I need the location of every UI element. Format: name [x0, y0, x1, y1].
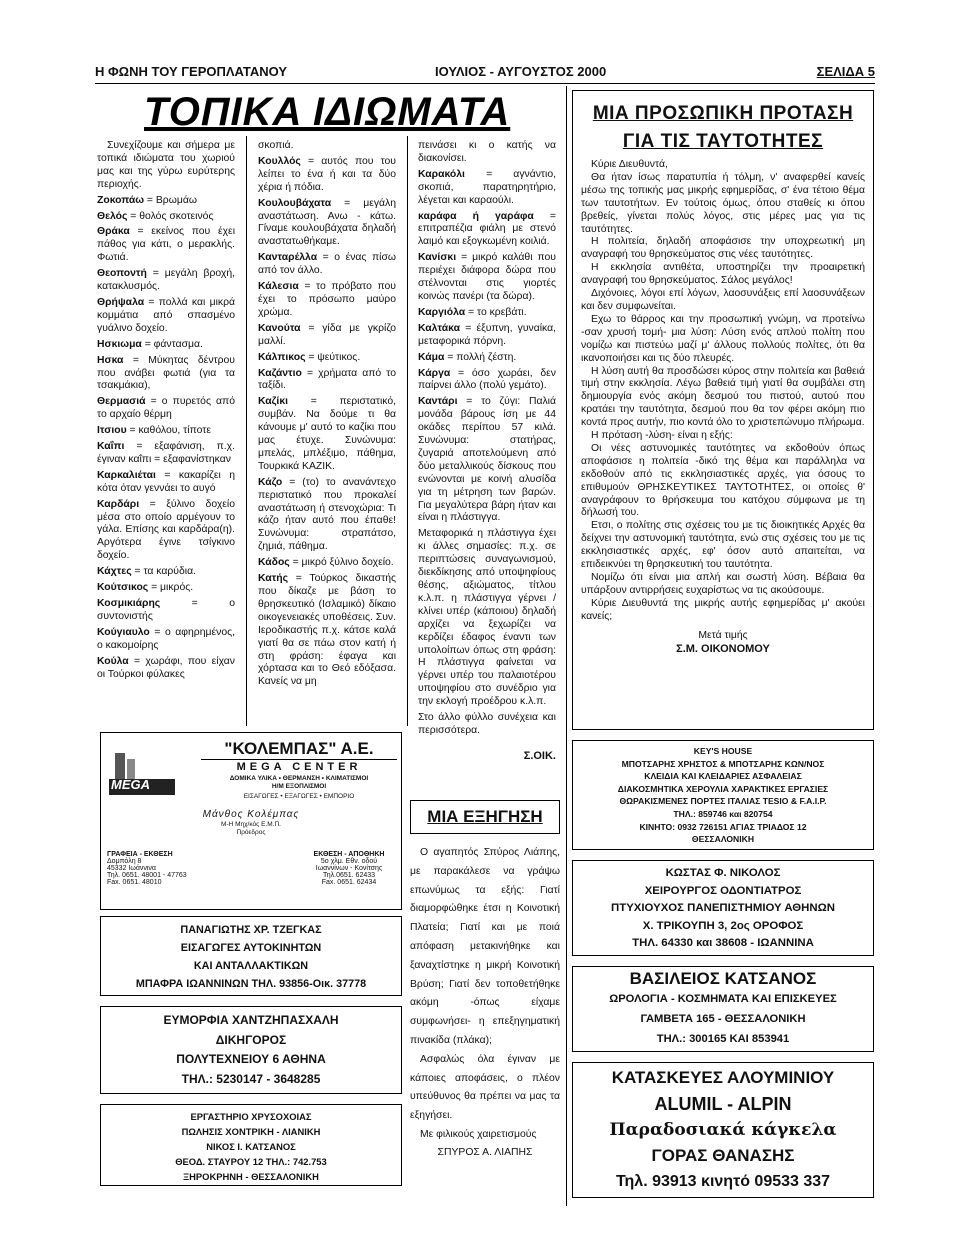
idiom-headword: Κανταρέλλα — [258, 252, 318, 264]
idiom-headword: Ζοκοπάω — [97, 194, 145, 206]
jewelry-line: ΝΙΚΟΣ Ι. ΚΑΤΣΑΝΟΣ — [206, 1141, 296, 1152]
idiom-entry: Κάδος = μικρό ξύλινο δοχείο. — [258, 557, 394, 569]
dentist-line: ΤΗΛ. 64330 και 38608 - ΙΩΑΝΝΙΝΑ — [632, 937, 814, 949]
idiom-entry: Κατής = Τούρκος δικαστής που δίκαζε με βάση το θρησκευτικό (Ισλαμικό) δίκαιο οικογενειακές υποθέσεις. Συν. Ιεροδικαστής π.χ. κάτσε καλά γιατί θα σε πάω στον κατή ή στη φράση: έφαγα και χόρτασα και το Θεό εδόξασα. Κανείς να μη — [258, 573, 396, 688]
idiom-entry: Θράκα = εκείνος που έχει πάθος για κάτι, ο μερακλής. Φωτιά. — [97, 226, 235, 264]
idiom-entry: Κουλουβάχατα = μεγάλη αναστάτωση. Ανω - κάτω. Γίναμε κουλουβάχατα δηλαδή αναστατωθήκαμε. — [258, 197, 396, 248]
idiom-entry: Μεταφορικά η πλάστιγγα έχει κι άλλες σημασίες: π.χ. σε περιπτώσεις συναγωνισμού, διεκδίκησης από υποψηφίους θέσης, αξιώματος, τίτλου κ.λ.π. η πλάστιγγα γέρνει / κλίνει υπέρ (κάποιου) δηλαδή αρχίζει να ξεχωρίζει να κερδίζει έδαφος έναντι των υπολοίπων όπως στη φράση: Η πλάστιγγα φαίνεται να γέρνει υπέρ του παλαιοτέρου υποψηφίου στο συνέδριο για την εκλογή προέδρου κ.λ.π. — [418, 528, 556, 708]
idiom-headword: Καλτάκα — [418, 322, 461, 334]
idiom-headword: Καντάρι — [418, 396, 458, 408]
idiom-headword: Ησκιωμα — [97, 338, 142, 350]
column-divider — [407, 136, 408, 726]
aluminium-line: ΚΑΤΑΣΚΕΥΕΣ ΑΛΟΥΜΙΝΙΟΥ — [611, 1068, 835, 1087]
explanation-title: ΜΙΑ ΕΞΗΓΗΣΗ — [410, 800, 560, 834]
aluminium-line: Παραδοσιακά κάγκελα — [609, 1120, 837, 1140]
keys-line: KEY'S HOUSE — [693, 746, 753, 756]
mega-store-line: Ιωαννίνων - Κονίτσης — [315, 865, 383, 872]
mega-person: Μάνθος Κολέμπας — [202, 809, 300, 820]
idioms-title: ΤΟΠΙΚΑ ΙΔΙΩΜΑΤΑ — [144, 90, 511, 134]
dentist-line: ΠΤΥΧΙΟΥΧΟΣ ΠΑΝΕΠΙΣΤΗΜΙΟΥ ΑΘΗΝΩΝ — [611, 902, 835, 914]
proposal-paragraph: Η λύση αυτή θα προσδώσει κύρος στην πολιτεία και βαθειά τιμή στην εκκλησία. Λέγω βαθειά τιμή γιατί θα συμβάλει στη δημιουργία ενός ακόμη δεσμού του πιστού, αυτού που κρατάει την ταυτότητα, δεσμού που θα τον φέρει ακόμη πιο κοντά προς αυτήν, πιο κοντά όλο το χριστεπώνυμο πλήρωμα. — [581, 365, 865, 429]
proposal-paragraph: Εχω το θάρρος και την προσωπική γνώμη, να προτείνω -σαν χρυσή τομή- μια λύση: Λύση ενός απλού πολίτη που νομίζω και πιστεύω μαζί μ' άλλους πολλούς πολίτες, ότι θα ικανοποιήσει και τις δύο πλευρές. — [581, 313, 865, 364]
mega-office-line: 45332 Ιωάννινα — [107, 865, 156, 872]
idiom-headword: Θερμασιά — [97, 396, 146, 408]
idiom-headword: Κουλουβάχατα — [258, 197, 332, 209]
idiom-headword: Κάργα — [418, 367, 451, 379]
idiom-entry: Κουλλός = αυτός που του λείπει το ένα ή και τα δύο χέρια ή πόδια. — [258, 155, 396, 193]
mega-person-title-1: Μ-Η Μηχ/κός Ε.Μ.Π. — [221, 821, 281, 828]
page-header — [95, 62, 875, 84]
dentist-line: ΚΩΣΤΑΣ Φ. ΝΙΚΟΛΟΣ — [665, 867, 781, 879]
idiom-entry: Κάζο = (το) το ανανάντεχο περιστατικό που προκαλεί αναστάτωση ή στενοχώρια: Τι κάζο ήταν αυτό που έπαθε! Συνώνυμα: στραπάτσο, ζημιά, πάθημα. — [258, 476, 396, 553]
idiom-entry: Καΐπι = εξαφάνιση, π.χ. έγιναν καΐπι = εξαφανίστηκαν — [97, 441, 235, 465]
keys-line: ΘΩΡΑΚΙΣΜΕΝΕΣ ΠΟΡΤΕΣ ΙΤΑΛΙΑΣ TESIO & F.A.I.P. — [619, 796, 827, 807]
idiom-headword: Κοσμικιάρης — [97, 598, 161, 609]
jewelry-line: ΞΗΡΟΚΡΗΝΗ - ΘΕΣΣΑΛΟΝΙΚΗ — [183, 1171, 319, 1182]
idiom-headword: Καζίκι — [258, 396, 289, 408]
mega-line-3: ΕΙΣΑΓΩΓΕΣ • ΕΞΑΓΩΓΕΣ • ΕΜΠΟΡΙΟ — [243, 793, 355, 800]
keys-line: ΘΕΣΣΑΛΟΝΙΚΗ — [691, 834, 755, 845]
idiom-entry: Καργιόλα = το κρεβάτι. — [418, 306, 527, 318]
tzegkas-line: ΚΑΙ ΑΝΤΑΛΛΑΚΤΙΚΩΝ — [193, 960, 309, 972]
idiom-headword: Θρήψαλα — [97, 296, 145, 308]
idiom-entry: Καρακόλι = αγνάντιο, σκοπιά, παρατηρητήριο, λέγεται και καραούλι. — [418, 168, 556, 206]
proposal-title: ΜΙΑ ΠΡΟΣΩΠΙΚΗ ΠΡΟΤΑΣΗ — [592, 103, 854, 124]
mega-store — [301, 851, 397, 886]
idiom-headword: Καρκαλιέται — [97, 469, 156, 481]
idiom-headword: Κουλλός — [258, 155, 301, 167]
aluminium-line: Τηλ. 93913 κινητό 09533 337 — [615, 1173, 831, 1190]
idiom-headword: Καΐπι — [97, 441, 125, 453]
explanation-article — [410, 800, 560, 1200]
mega-company-name: "ΚΟΛΕΜΠΑΣ" Α.Ε. — [201, 739, 397, 760]
mega-subtitle: MEGA CENTER — [236, 761, 362, 773]
idiom-entry: Καντάρι = το ζύγι: Παλιά μονάδα βάρους ίση με 44 οκάδες περίπου 57 κιλά. Συνώνυμα: στατήρας, ζυγαριά αποτελούμενη από δύο μεταλλικούς δίσκους που ενώνονται με κοινή αλυσίδα για τη μέτρηση των βαρών. Για μεγαλύτερα βάρη ήταν και είναι η πλάστιγγα. — [418, 396, 556, 524]
jewelry-line: ΕΡΓΑΣΤΗΡΙΟ ΧΡΥΣΟΧΟΙΑΣ — [190, 1111, 312, 1122]
lawyer-line: ΤΗΛ.: 5230147 - 3648285 — [181, 1071, 321, 1086]
idiom-headword: Καργιόλα — [418, 306, 466, 318]
proposal-paragraph: Θα ήταν ίσως παρατυπία ή τόλμη, ν' αναφερθεί κανείς μέσω της τοπικής μας μικρής εφημερίδας, σ' ένα τέτοιο θέμα των ταυτοτήτων. Εν τούτοις όμως, όπου σταθείς κι όπου βρεθείς, γίνεται πολύς λόγος, στις μέρες μας για τις ταυτότητες. — [581, 171, 865, 235]
idioms-column-3 — [418, 140, 556, 741]
idiom-entry: Κανίσκι = μικρό καλάθι που περιέχει διάφορα δώρα που στέλνονται στις γιορτές κοινώς πανέρι (τα δώρα). — [418, 252, 556, 302]
idiom-entry: Ησκιωμα = φάντασμα. — [97, 338, 203, 350]
keys-line: ΤΗΛ.: 859746 και 820754 — [673, 808, 773, 819]
mega-line-2: Η/Μ ΕΞΟΠΛΙΣΜΟΙ — [271, 783, 327, 790]
idiom-entry: Κούγιαυλο = ο αφηρημένος, ο κακομοίρης — [97, 626, 235, 651]
dentist-line: Χ. ΤΡΙΚΟΥΠΗ 3, 2ος ΟΡΟΦΟΣ — [642, 919, 804, 932]
idiom-entry: Κάργα = όσο χωράει, δεν παίρνει άλλο (πολύ γεμάτο). — [418, 367, 556, 392]
proposal-paragraph: Διχόνοιες, λόγοι επί λόγων, λαοσυνάξεις επί λαοσυνάξεων και δεν συμφωνείται. — [581, 288, 865, 312]
proposal-closing: Μετά τιμής — [698, 629, 748, 641]
proposal-article — [572, 90, 874, 730]
column-divider — [246, 136, 247, 726]
idiom-entry: Κάμα = πολλή ζέστη. — [418, 351, 517, 363]
lawyer-line: ΕΥΜΟΡΦΙΑ ΧΑΝΤΖΗΠΑΣΧΑΛΗ — [163, 1013, 339, 1027]
mega-store-title: ΕΚΘΕΣΗ - ΑΠΟΘΗΚΗ — [313, 851, 385, 858]
tzegkas-line: ΜΠΑΦΡΑ ΙΩΑΝΝΙΝΩΝ ΤΗΛ. 93856-Οικ. 37778 — [135, 978, 367, 990]
proposal-paragraph: Η πρόταση -λύση- είναι η εξής: — [591, 430, 733, 442]
idiom-headword: καράφα ή γαράφα — [418, 210, 534, 222]
tzegkas-line: ΕΙΣΑΓΩΓΕΣ ΑΥΤΟΚΙΝΗΤΩΝ — [180, 942, 322, 954]
watches-line: ΤΗΛ.: 300165 ΚΑΙ 853941 — [656, 1033, 790, 1045]
idioms-column-2 — [258, 140, 396, 692]
idiom-headword: Κούγιαυλο — [97, 626, 150, 638]
idiom-entry: πεινάσει κι ο κατής να διακονίσει. — [418, 140, 556, 164]
mega-office-title: ΓΡΑΦΕΙΑ - ΕΚΘΕΣΗ — [107, 851, 173, 858]
idiom-headword: Καρδάρι — [97, 498, 140, 510]
idiom-entry: Κοσμικιάρης = ο συντονιστής — [97, 598, 235, 622]
mega-office-line: Δομπόλη 8 — [107, 858, 142, 865]
idiom-entry: Ζοκοπάω = Βρωμάω — [97, 194, 197, 206]
idiom-entry: Κανούτα = γίδα με γκρίζο μαλλί. — [258, 322, 396, 347]
idiom-entry: Καζάντιο = χρήματα από το ταξίδι. — [258, 367, 396, 392]
idiom-headword: Ιτσιου — [97, 425, 127, 437]
idiom-entry: Κάλεσια = το πρόβατο που έχει το πρόσωπο μαύρο χρώμα. — [258, 281, 396, 318]
mega-person-title-2: Πρόεδρος — [236, 829, 266, 836]
mega-office-line: Fax. 0651. 48010 — [107, 879, 162, 886]
watches-ad — [572, 966, 874, 1052]
proposal-paragraph: Κύριε Διευθυντά, — [591, 159, 668, 170]
idiom-headword: Κάχτες — [97, 566, 132, 578]
watches-line: ΒΑΣΙΛΕΙΟΣ ΚΑΤΣΑΝΟΣ — [629, 969, 817, 988]
explanation-paragraph: Με φιλικούς χαιρετισμούς — [420, 1128, 537, 1140]
jewelry-line: ΘΕΟΔ. ΣΤΑΥΡΟΥ 12 ΤΗΛ.: 742.753 — [175, 1156, 327, 1167]
proposal-paragraph: Νομίζω ότι είναι μια απλή και σωστή λύση. Βέβαια θα υπάρξουν αντιρρήσεις ευχαρίστως να τις ακούσουμε. — [581, 572, 865, 596]
mega-center-ad — [100, 732, 402, 910]
idiom-headword: Κάμα — [418, 351, 445, 363]
idiom-headword: Κατής — [258, 573, 289, 585]
proposal-signature: Σ.Μ. ΟΙΚΟΝΟΜΟΥ — [676, 642, 770, 655]
page-number: ΣΕΛΙΔΑ 5 — [816, 64, 875, 79]
mega-store-line: Τηλ.0651. 62433 — [322, 872, 376, 879]
idiom-headword: Θελός — [97, 210, 128, 222]
idiom-entry: Ιτσιου = καθόλου, τίποτε — [97, 425, 211, 437]
proposal-subtitle: ΓΙΑ ΤΙΣ ΤΑΥΤΟΤΗΤΕΣ — [622, 131, 824, 152]
mega-store-line: 5ο χλμ. Εθν. οδού — [320, 858, 378, 865]
proposal-body — [581, 159, 865, 624]
idiom-entry: Καρκαλιέται = κακαρίζει η κότα όταν γεννάει το αυγό — [97, 469, 235, 494]
keys-line: ΔΙΑΚΟΣΜΗΤΙΚΑ ΧΕΡΟΥΛΙΑ ΧΑΡΑΚΤΙΚΕΣ ΕΡΓΑΣΙΕΣ — [617, 783, 829, 794]
idiom-headword: Κανούτα — [258, 322, 301, 334]
aluminium-line: ALUMIL - ALPIN — [654, 1094, 792, 1114]
idiom-headword: Κάζο — [258, 476, 283, 488]
issue-date: ΙΟΥΛΙΟΣ - ΑΥΓΟΥΣΤΟΣ 2000 — [435, 64, 607, 79]
explanation-body — [410, 844, 560, 1145]
idiom-headword: Κάλπικος — [258, 351, 306, 363]
idioms-column-1 — [97, 140, 235, 684]
idiom-headword: Κανίσκι — [418, 252, 457, 264]
idiom-entry: Καζίκι = περιστατικό, συμβάν. Να δούμε τι θα κάνουμε μ' αυτό το καζίκι που μας έτυχε. Συνώνυμα: μπελάς, μπλέξιμο, πάθημα, Τουρκικά ΚΑΖΙΚ. — [258, 396, 396, 472]
lawyer-ad — [100, 1006, 402, 1094]
idiom-entry: Καρδάρι = ξύλινο δοχείο μέσα στο οποίο αρμέγουν το γάλα. Επίσης και καρδάρα(η). Αργότερα έγινε τσίγκινο δοχείο. — [97, 498, 235, 562]
proposal-paragraph: Η εκκλησία αντιθέτα, υποστηρίζει την προαιρετική αναγραφή του θρησκεύματος. Σάλος μεγάλος! — [581, 262, 865, 287]
dentist-ad — [572, 860, 874, 956]
idiom-entry: Θελός = θολός σκοτεινός — [97, 210, 214, 222]
idiom-headword: Κούλα — [97, 655, 129, 667]
lawyer-line: ΔΙΚΗΓΟΡΟΣ — [215, 1032, 287, 1047]
idiom-entry: Κούτσικος = μικρός. — [97, 582, 194, 594]
idiom-headword: Κάδος — [258, 557, 290, 569]
idiom-entry: Κάχτες = τα καρύδια. — [97, 566, 196, 578]
idiom-headword: Ησκα — [97, 354, 124, 366]
idiom-entry: Θερμασιά = ο πυρετός από το αρχαίο θέρμη — [97, 396, 235, 421]
jewelry-ad — [100, 1104, 402, 1186]
mega-office-line: Τηλ. 0651. 48001 - 47763 — [107, 872, 187, 879]
jewelry-line: ΠΩΛΗΣΙΣ ΧΟΝΤΡΙΚΗ - ΛΙΑΝΙΚΗ — [181, 1126, 321, 1137]
mega-office — [107, 851, 227, 886]
aluminium-line: ΓΟΡΑΣ ΘΑΝΑΣΗΣ — [651, 1146, 795, 1165]
explanation-signature: ΣΠΥΡΟΣ Α. ΛΙΑΠΗΣ — [437, 1146, 533, 1158]
explanation-paragraph: Ασφαλώς όλα έγιναν με κάποιες αποφάσεις, ο πλέον υπεύθυνος θα πρέπει να μας τα εξηγήσει. — [410, 1053, 560, 1122]
idiom-headword: Θεοποντή — [97, 268, 147, 280]
idiom-entry: Θρήψαλα = πολλά και μικρά κομμάτια από σπασμένο γυάλινο δοχείο. — [97, 296, 235, 334]
idiom-headword: Κάλεσια — [258, 281, 299, 293]
idiom-entry: Θεοποντή = μεγάλη βροχή, κατακλυσμός. — [97, 268, 235, 293]
aluminium-ad — [572, 1062, 874, 1198]
keys-house-ad — [572, 740, 874, 850]
explanation-paragraph: Ο αγαπητός Σπύρος Λιάπης, με παρακάλεσε να γράψω επωνύμως τα εξής: Γιατί διαμορφώθηκε έτσι η Κοινοτική Πλατεία; Γιατί και με ποιά απόφαση μετακινήθηκε και ξαναχτίστηκε η μικρή Κοινοτική Βρύση; Γιατί δεν τοποθετήθηκε ακόμη -όπως είχαμε συμφωνήσει- η επεξηγηματική πινακίδα (πλάκα); — [410, 847, 560, 1046]
tzegkas-ad — [100, 916, 402, 996]
mega-store-lines — [301, 858, 397, 886]
idiom-entry: Συνεχίζουμε και σήμερα με τοπικά ιδιώματα του χωριού μας και της γύρω ευρύτερης περιοχής. — [97, 140, 235, 190]
watches-line: ΩΡΟΛΟΓΙΑ - ΚΟΣΜΗΜΑΤΑ ΚΑΙ ΕΠΙΣΚΕΥΕΣ — [609, 993, 837, 1005]
mega-store-line: Fax. 0651. 62434 — [321, 879, 377, 886]
idiom-headword: Καρακόλι — [418, 168, 465, 180]
idiom-entry: σκοπιά. — [258, 140, 294, 151]
mega-logo-text: MEGA center — [111, 777, 151, 807]
idiom-entry: Κούλα = χωράφι, που είχαν οι Τούρκοι φύλακες — [97, 655, 235, 680]
mega-logo — [107, 751, 177, 807]
proposal-paragraph: Ετσι, ο πολίτης στις σχέσεις του με τις διοικητικές Αρχές θα δείχνει την αστυνομική ταυτότητα, ενώ στις σχέσεις του με τις εκκλησιαστικές αρχές, εφ' όσον αυτό απαιτείται, να επιδεικνύει τη θρησκευτική του ταυτότητα. — [581, 520, 865, 571]
keys-line: ΚΛΕΙΔΙΑ ΚΑΙ ΚΛΕΙΔΑΡΙΕΣ ΑΣΦΑΛΕΙΑΣ — [644, 771, 802, 782]
newspaper-name: Η ΦΩΝΗ ΤΟΥ ΓΕΡΟΠΛΑΤΑΝΟΥ — [95, 64, 288, 79]
idiom-entry: Στο άλλο φύλλο συνέχεια και περισσότερα. — [418, 712, 556, 736]
idiom-entry: Καλτάκα = έξυπνη, γυναίκα, μεταφορικά πόρνη. — [418, 322, 556, 347]
idiom-entry: Κανταρέλλα = ο ένας πίσω από τον άλλο. — [258, 252, 396, 277]
idiom-headword: Κούτσικος — [97, 582, 149, 594]
idiom-headword: Θράκα — [97, 226, 130, 238]
idiom-headword: Καζάντιο — [258, 367, 302, 379]
column-divider — [566, 86, 567, 1206]
dentist-line: ΧΕΙΡΟΥΡΓΟΣ ΟΔΟΝΤΙΑΤΡΟΣ — [644, 884, 802, 897]
idioms-signature: Σ.ΟΙΚ. — [523, 750, 556, 762]
proposal-paragraph: Κύριε Διευθυντά της μικρής αυτής εφημερίδας μ' ακούει κανείς; — [581, 597, 865, 622]
tzegkas-line: ΠΑΝΑΓΙΩΤΗΣ ΧΡ. ΤΖΕΓΚΑΣ — [180, 924, 322, 936]
proposal-paragraph: Η πολιτεία, δηλαδή αποφάσισε την υποχρεωτική μη αναγραφή του θρησκεύματος στις νέες ταυτότητες. — [581, 236, 865, 261]
watches-line: ΓΑΜΒΕΤΑ 165 - ΘΕΣΣΑΛΟΝΙΚΗ — [640, 1013, 806, 1025]
lawyer-line: ΠΟΛΥΤΕΧΝΕΙΟΥ 6 ΑΘΗΝΑ — [176, 1052, 326, 1066]
idiom-entry: καράφα ή γαράφα = επιτραπέζια φιάλη με στενό λαιμό και εξογκωμένη κοιλιά. — [418, 210, 556, 248]
idiom-entry: Κάλπικος = ψεύτικος. — [258, 351, 361, 363]
idiom-entry: Ησκα = Μύκητας δέντρου που ανάβει φωτιά (για τα τσακμάκια), — [97, 354, 235, 392]
mega-line-1: ΔΟΜΙΚΑ ΥΛΙΚΑ • ΘΕΡΜΑΝΣΗ • ΚΛΙΜΑΤΙΣΜΟΙ — [229, 775, 369, 782]
keys-line: ΚΙΝΗΤΟ: 0932 726151 ΑΓΙΑΣ ΤΡΙΑΔΟΣ 12 — [639, 821, 807, 832]
proposal-paragraph: Οι νέες αστυνομικές ταυτότητες να εκδοθούν όπως αποφάσισε η πολιτεία -δικό της θέμα και παράλληλα να εκδοθούν από τις εκκλησιαστικές αρχές, για όσους το επιθυμούν ΘΡΗΣΚΕΥΤΙΚΕΣ ΤΑΥΤΟΤΗΤΕΣ, οι οποίες θ' αναγράφουν το θρήσκευμα του κατόχου σύμφωνα με τη δήλωσή του. — [581, 442, 865, 519]
mega-office-lines — [107, 858, 227, 886]
keys-line: ΜΠΟΤΣΑΡΗΣ ΧΡΗΣΤΟΣ & ΜΠΟΤΣΑΡΗΣ ΚΩΝ/ΝΟΣ — [621, 758, 825, 769]
